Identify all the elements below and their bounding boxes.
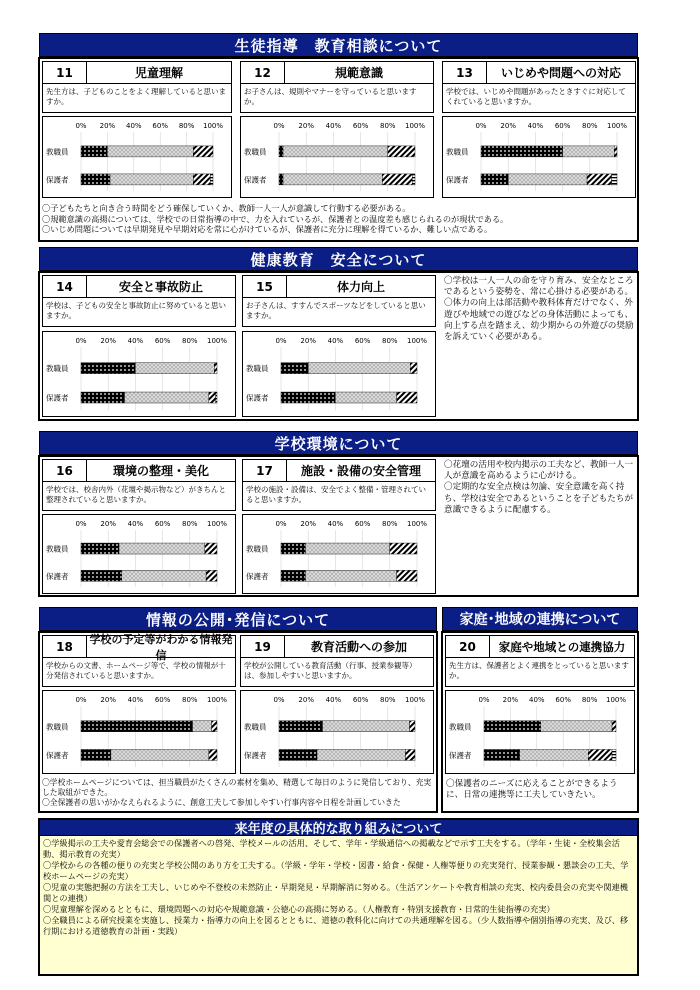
tick-label: 60% xyxy=(152,122,168,130)
category-label: 保護者 xyxy=(446,175,469,185)
category-label: 教職員 xyxy=(244,147,267,157)
question-title: 安全と事故防止 xyxy=(118,280,203,294)
question-title: 学校の予定等がわかる情報発信 xyxy=(89,632,233,662)
category-label: 保護者 xyxy=(244,750,267,760)
bar-segment xyxy=(484,749,520,760)
category-label: 教職員 xyxy=(46,722,69,732)
bar-segment xyxy=(283,146,388,157)
bar-segment xyxy=(481,146,563,157)
bar-segment xyxy=(81,392,125,403)
notes-environment xyxy=(444,460,636,516)
category-label: 保護者 xyxy=(46,750,69,760)
question-description: 学校が公開している教育活動（行事、授業参観等）は、参加しやすいと思いますか。 xyxy=(244,661,417,680)
tick-label: 0% xyxy=(75,337,87,345)
bar-segment xyxy=(193,721,212,732)
tick-label: 20% xyxy=(502,696,519,704)
bar-segment xyxy=(481,174,508,185)
question-title: 教育活動への参加 xyxy=(310,640,407,654)
bar-segment xyxy=(216,392,217,403)
bar-segment xyxy=(281,543,305,554)
notes-health xyxy=(444,276,636,343)
question-title: 規範意識 xyxy=(334,66,383,80)
notes-info xyxy=(42,778,434,808)
category-label: 教職員 xyxy=(446,147,469,157)
bar-segment xyxy=(193,174,210,185)
bar-segment xyxy=(119,543,205,554)
tick-label: 20% xyxy=(298,122,314,130)
bar-segment xyxy=(612,749,616,760)
tick-label: 40% xyxy=(529,696,545,704)
tick-label: 20% xyxy=(298,696,314,704)
bar-segment xyxy=(390,543,417,554)
bar-segment xyxy=(214,363,217,374)
tick-label: 40% xyxy=(127,337,144,345)
tick-label: 40% xyxy=(126,122,142,130)
tick-label: 20% xyxy=(100,337,116,345)
question-number: 20 xyxy=(446,636,490,657)
question-box-15 xyxy=(242,275,436,327)
bar-segment xyxy=(388,146,415,157)
chart-19 xyxy=(240,690,434,774)
bar-segment xyxy=(193,146,213,157)
tick-label: 100% xyxy=(404,122,426,130)
tick-label: 40% xyxy=(127,696,144,704)
note-line: 〇全保護者の思いがかなえられるように、創意工夫して参加しやすい行事内容や日程を計画していきた xyxy=(42,798,401,807)
bar-segment xyxy=(335,392,396,403)
bar-segment xyxy=(212,721,217,732)
bar-segment xyxy=(614,146,617,157)
chart-11 xyxy=(42,116,232,198)
bar-segment xyxy=(305,570,396,581)
question-description: 学校からの文書、ホームページ等で、学校の情報が十分発信されていると思いますか。 xyxy=(46,661,226,680)
plan-line: 〇児童理解を深めるとともに、環境問題への対応や規範意識・公徳心の高揚に努める。（人権教育・特別支援教育・日常的生徒指導の充実） xyxy=(43,904,555,914)
bar-segment xyxy=(520,749,589,760)
section-header-guidance: 生徒指導 教育相談について xyxy=(39,33,638,57)
bar-segment xyxy=(279,749,317,760)
tick-label: 60% xyxy=(154,337,171,345)
tick-label: 60% xyxy=(354,337,371,345)
bar-segment xyxy=(305,543,389,554)
bar-segment xyxy=(612,174,617,185)
question-number: 11 xyxy=(43,62,87,83)
tick-label: 80% xyxy=(581,696,598,704)
tick-label: 20% xyxy=(300,337,316,345)
question-number: 19 xyxy=(241,636,285,657)
question-box-11 xyxy=(42,61,232,113)
bar-segment xyxy=(110,174,193,185)
bar-segment xyxy=(210,174,213,185)
tick-label: 0% xyxy=(75,696,87,704)
category-label: 教職員 xyxy=(246,544,269,554)
plan-line: 〇学校からの各種の便りの充実と学校公開のあり方を工夫する。（学級・学年・学校・図書・給食・保健・人権等便りの充実発行、授業参観・懇談会の工夫、学校ホームページの充実） xyxy=(43,860,629,881)
tick-label: 80% xyxy=(182,520,198,528)
bar-segment xyxy=(281,392,335,403)
tick-label: 20% xyxy=(100,520,116,528)
question-box-12 xyxy=(240,61,434,113)
bar-segment xyxy=(81,721,193,732)
bar-segment xyxy=(563,146,615,157)
bar-segment xyxy=(397,392,417,403)
category-label: 保護者 xyxy=(46,393,69,403)
tick-label: 100% xyxy=(605,696,627,704)
chart-13 xyxy=(442,116,636,198)
category-label: 保護者 xyxy=(246,571,269,581)
question-number: 15 xyxy=(243,276,287,297)
tick-label: 0% xyxy=(75,122,87,130)
bar-segment xyxy=(81,146,107,157)
tick-label: 0% xyxy=(275,337,287,345)
note-line: 〇いじめ問題については早期発見や早期対応を常に心がけているが、保護者に充分に理解を得ているか、難しい点である。 xyxy=(42,224,493,234)
tick-label: 100% xyxy=(206,520,228,528)
category-label: 教職員 xyxy=(46,364,69,374)
chart-15 xyxy=(242,331,436,417)
question-description: お子さんは、すすんでスポーツなどをしていると思いますか。 xyxy=(246,301,426,320)
tick-label: 80% xyxy=(382,337,398,345)
question-box-16 xyxy=(42,459,236,511)
question-description: お子さんは、規則やマナーを守っていると思いますか。 xyxy=(244,87,417,106)
note-line: 〇花壇の活用や校内掲示の工夫など、教師一人一人が意識を高めるように心がける。 xyxy=(444,460,634,482)
bar-segment xyxy=(209,392,216,403)
question-box-13 xyxy=(442,61,636,113)
question-box-17 xyxy=(242,459,436,511)
tick-label: 100% xyxy=(406,337,428,345)
bar-segment xyxy=(281,363,308,374)
question-title: いじめや問題への対応 xyxy=(500,66,621,80)
tick-label: 0% xyxy=(75,520,87,528)
note-line: 〇学校は一人一人の命を守り育み、安全なところであるという姿勢を、常に心掛ける必要がある。 xyxy=(444,276,634,298)
tick-label: 0% xyxy=(475,122,487,130)
bar-segment xyxy=(81,174,110,185)
bar-segment xyxy=(484,721,541,732)
question-description: 学校の施設・設備は、安全でよく整備・管理されていると思いますか。 xyxy=(246,485,426,504)
chart-14 xyxy=(42,331,236,417)
plan-body xyxy=(43,838,635,937)
section-header-info: 情報の公開･発信について xyxy=(39,607,437,631)
tick-label: 0% xyxy=(273,122,285,130)
tick-label: 60% xyxy=(154,696,171,704)
question-description: 学校では、校舎内外（花壇や掲示物など）がきちんと整理されていると思いますか。 xyxy=(46,485,226,504)
bar-segment xyxy=(279,146,283,157)
category-label: 教職員 xyxy=(244,722,267,732)
note-line: 〇体力の向上は部活動や教科体育だけでなく、外遊びや地域での遊びなどの身体活動によっても、向上する点を踏まえ、幼少期からの外遊びの奨励を訴えていく必要がある。 xyxy=(444,298,634,343)
section-header-environment: 学校環境について xyxy=(39,431,638,455)
tick-label: 80% xyxy=(178,122,195,130)
bar-segment xyxy=(111,749,209,760)
tick-label: 80% xyxy=(582,122,598,130)
tick-label: 0% xyxy=(478,696,490,704)
tick-label: 60% xyxy=(554,122,571,130)
note-line: 〇保護者のニーズに応えることができるように、日常の連携等に工夫していきたい。 xyxy=(446,779,618,801)
question-box-18 xyxy=(42,632,236,687)
bar-segment xyxy=(281,570,305,581)
tick-label: 40% xyxy=(127,520,144,528)
category-label: 保護者 xyxy=(246,393,269,403)
bar-segment xyxy=(317,749,405,760)
tick-label: 80% xyxy=(380,696,396,704)
plan-line: 〇学級掲示の工夫や愛育会総会での保護者への啓発、学校メールの活用、そして、学年・学級通信への掲載などで示す工夫をする。（学年・生徒・全校集会活動、掲示教育の充実） xyxy=(43,838,620,859)
plan-panel xyxy=(38,818,639,976)
plan-line: 〇児童の実態把握の方法を工夫し、いじめや不登校の未然防止・早期発見・早期解消に努める。（生活アンケートや教育相談の充実、校内委員会の充実や関連機関との連携） xyxy=(43,882,628,903)
bar-segment xyxy=(205,543,217,554)
bar-segment xyxy=(397,570,417,581)
chart-16 xyxy=(42,514,236,594)
category-label: 保護者 xyxy=(449,750,472,760)
tick-label: 100% xyxy=(202,122,224,130)
tick-label: 100% xyxy=(206,696,228,704)
bar-segment xyxy=(412,174,415,185)
bar-segment xyxy=(279,174,283,185)
category-label: 保護者 xyxy=(46,571,69,581)
tick-label: 80% xyxy=(380,122,396,130)
question-title: 環境の整理・美化 xyxy=(112,464,209,478)
bar-segment xyxy=(308,363,410,374)
chart-20 xyxy=(445,690,635,774)
category-label: 保護者 xyxy=(46,175,69,185)
bar-segment xyxy=(410,721,415,732)
tick-label: 100% xyxy=(404,696,426,704)
tick-label: 60% xyxy=(352,122,369,130)
question-number: 18 xyxy=(43,636,87,657)
tick-label: 100% xyxy=(206,337,228,345)
chart-18 xyxy=(42,690,236,774)
question-number: 13 xyxy=(443,62,487,83)
tick-label: 0% xyxy=(273,696,285,704)
category-label: 保護者 xyxy=(244,175,267,185)
bar-segment xyxy=(279,721,323,732)
tick-label: 80% xyxy=(182,696,198,704)
tick-label: 100% xyxy=(406,520,428,528)
tick-label: 40% xyxy=(327,337,344,345)
bar-segment xyxy=(587,174,611,185)
notes-guidance xyxy=(42,203,636,235)
bar-segment xyxy=(382,174,412,185)
bar-segment xyxy=(135,363,214,374)
category-label: 教職員 xyxy=(46,544,69,554)
section-header-health: 健康教育 安全について xyxy=(39,247,638,271)
chart-17 xyxy=(242,514,436,594)
question-box-19 xyxy=(240,635,434,687)
question-description: 学校では、いじめや問題があったときすぐに対応してくれていると思いますか。 xyxy=(446,87,626,106)
question-box-14 xyxy=(42,275,236,327)
bar-segment xyxy=(81,570,122,581)
tick-label: 80% xyxy=(182,337,198,345)
tick-label: 40% xyxy=(325,122,342,130)
bar-segment xyxy=(405,749,415,760)
category-label: 教職員 xyxy=(46,147,69,157)
tick-label: 60% xyxy=(154,520,171,528)
tick-label: 40% xyxy=(325,696,342,704)
note-line: 〇子どもたちと向き合う時間をどう確保していくか、教師一人一人が意識して行動する必要がある。 xyxy=(42,203,411,213)
bar-segment xyxy=(541,721,612,732)
plan-title: 来年度の具体的な取り組みについて xyxy=(40,820,637,836)
bar-segment xyxy=(81,543,119,554)
tick-label: 20% xyxy=(100,696,116,704)
bar-segment xyxy=(323,721,410,732)
question-description: 学校は、子どもの安全と事故防止に努めていると思いますか。 xyxy=(46,301,226,320)
question-box-20 xyxy=(445,635,635,687)
tick-label: 100% xyxy=(606,122,628,130)
tick-label: 0% xyxy=(275,520,287,528)
chart-12 xyxy=(240,116,434,198)
question-title: 施設・設備の安全管理 xyxy=(300,464,421,478)
note-line: 〇定期的な安全点検は勿論、安全意識を高く持ち、学校は安全であるということを子どもたちが意識できるように配慮する。 xyxy=(444,482,634,515)
bar-segment xyxy=(410,363,417,374)
tick-label: 60% xyxy=(555,696,571,704)
question-number: 12 xyxy=(241,62,285,83)
note-line: 〇学校ホームページについては、担当職員がたくさんの素材を集め、精選して毎日のように発信しており、充実した取組ができた。 xyxy=(42,778,432,797)
tick-label: 20% xyxy=(300,520,316,528)
question-number: 17 xyxy=(243,460,287,481)
question-title: 体力向上 xyxy=(336,280,385,294)
bar-segment xyxy=(508,174,587,185)
question-number: 14 xyxy=(43,276,87,297)
bar-segment xyxy=(612,721,616,732)
category-label: 教職員 xyxy=(246,364,269,374)
tick-label: 20% xyxy=(99,122,116,130)
question-title: 家庭や地域との連携協力 xyxy=(498,639,626,654)
bar-segment xyxy=(206,570,217,581)
note-line: 〇規範意識の高揚については、学校での日常指導の中で、力を入れているが、保護者との温度差も感じられるのが現状である。 xyxy=(42,213,509,224)
tick-label: 60% xyxy=(352,696,369,704)
bar-segment xyxy=(209,749,217,760)
tick-label: 40% xyxy=(527,122,544,130)
tick-label: 60% xyxy=(354,520,371,528)
bar-segment xyxy=(81,749,111,760)
question-number: 16 xyxy=(43,460,87,481)
category-label: 教職員 xyxy=(449,722,472,732)
bar-segment xyxy=(588,749,612,760)
question-description: 先生方は、子どものことをよく理解していると思いますか。 xyxy=(46,87,226,106)
section-header-community: 家庭･地域の連携について xyxy=(442,607,638,631)
tick-label: 40% xyxy=(327,520,344,528)
question-title: 児童理解 xyxy=(134,66,183,80)
bar-segment xyxy=(122,570,206,581)
plan-line: 〇全職員による研究授業を実施し、授業力・指導力の向上を図るとともに、道徳の教科化に向けての共通理解を図る。（少人数指導や個別指導の充実、及び、移行期における道徳教育の計画・実践） xyxy=(43,915,629,936)
bar-segment xyxy=(283,174,382,185)
notes-community xyxy=(446,779,634,801)
tick-label: 20% xyxy=(500,122,516,130)
bar-segment xyxy=(107,146,193,157)
tick-label: 80% xyxy=(382,520,398,528)
bar-segment xyxy=(81,363,135,374)
question-description: 先生方は、保護者とよく連携をとっていると思いますか。 xyxy=(449,661,629,680)
bar-segment xyxy=(125,392,209,403)
